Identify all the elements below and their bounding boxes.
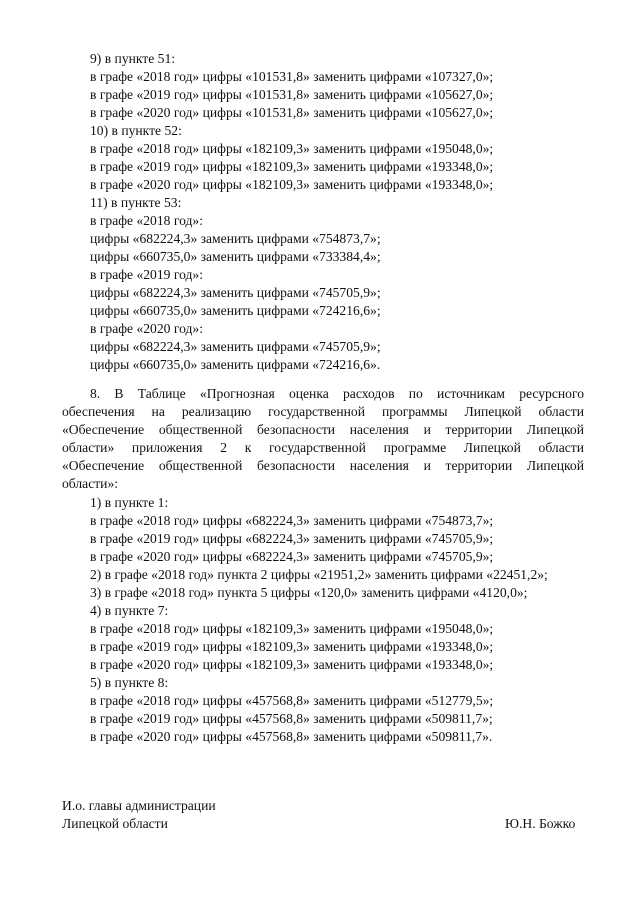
- paragraph-line: области»:: [62, 476, 119, 491]
- list-item: в графе «2020 год» цифры «101531,8» заменить цифрами «105627,0»;: [90, 105, 494, 120]
- list-item: в графе «2019 год» цифры «682224,3» заменить цифрами «745705,9»;: [90, 531, 494, 546]
- list-item: цифры «682224,3» заменить цифрами «754873,7»;: [90, 231, 381, 246]
- list-item: в графе «2018 год» цифры «182109,3» заменить цифрами «195048,0»;: [90, 621, 494, 636]
- paragraph-line: обеспечения на реализацию государственной программы Липецкой области: [62, 404, 584, 419]
- list-item: в графе «2019 год» цифры «182109,3» заменить цифрами «193348,0»;: [90, 639, 494, 654]
- list-item: 10) в пункте 52:: [90, 123, 182, 138]
- list-item: в графе «2019 год» цифры «457568,8» заменить цифрами «509811,7»;: [90, 711, 493, 726]
- paragraph-line: «Обеспечение общественной безопасности населения и территории Липецкой: [62, 458, 584, 473]
- list-item: в графе «2019 год» цифры «182109,3» заменить цифрами «193348,0»;: [90, 159, 494, 174]
- list-item: в графе «2020 год»:: [90, 321, 203, 336]
- list-item: 3) в графе «2018 год» пункта 5 цифры «120,0» заменить цифрами «4120,0»;: [90, 585, 528, 600]
- list-item: в графе «2018 год» цифры «182109,3» заменить цифрами «195048,0»;: [90, 141, 494, 156]
- list-item: 5) в пункте 8:: [90, 675, 169, 690]
- list-item: цифры «660735,0» заменить цифрами «733384,4»;: [90, 249, 381, 264]
- list-item: в графе «2020 год» цифры «682224,3» заменить цифрами «745705,9»;: [90, 549, 494, 564]
- list-item: в графе «2020 год» цифры «182109,3» заменить цифрами «193348,0»;: [90, 657, 494, 672]
- list-item: в графе «2018 год» цифры «457568,8» заменить цифрами «512779,5»;: [90, 693, 494, 708]
- list-item: 1) в пункте 1:: [90, 495, 169, 510]
- list-item: 11) в пункте 53:: [90, 195, 182, 210]
- paragraph-line: «Обеспечение общественной безопасности населения и территории Липецкой: [62, 422, 584, 437]
- list-item: в графе «2020 год» цифры «457568,8» заменить цифрами «509811,7».: [90, 729, 493, 744]
- list-item: цифры «660735,0» заменить цифрами «724216,6»;: [90, 303, 381, 318]
- list-item: цифры «682224,3» заменить цифрами «745705,9»;: [90, 285, 381, 300]
- signatory-title: И.о. главы администрации: [62, 798, 216, 813]
- paragraph-line: 8. В Таблице «Прогнозная оценка расходов по источникам ресурсного: [90, 386, 584, 401]
- list-item: 2) в графе «2018 год» пункта 2 цифры «21951,2» заменить цифрами «22451,2»;: [90, 567, 548, 582]
- list-item: 4) в пункте 7:: [90, 603, 169, 618]
- list-item: цифры «660735,0» заменить цифрами «724216,6».: [90, 357, 381, 372]
- paragraph-line: области» приложения 2 к государственной программе Липецкой области: [62, 440, 584, 455]
- list-item: в графе «2018 год» цифры «101531,8» заменить цифрами «107327,0»;: [90, 69, 494, 84]
- signatory-region: Липецкой области: [62, 816, 168, 831]
- list-item: 9) в пункте 51:: [90, 51, 176, 66]
- list-item: в графе «2018 год» цифры «682224,3» заменить цифрами «754873,7»;: [90, 513, 494, 528]
- list-item: в графе «2019 год»:: [90, 267, 203, 282]
- list-item: в графе «2020 год» цифры «182109,3» заменить цифрами «193348,0»;: [90, 177, 494, 192]
- list-item: в графе «2018 год»:: [90, 213, 203, 228]
- list-item: в графе «2019 год» цифры «101531,8» заменить цифрами «105627,0»;: [90, 87, 494, 102]
- signatory-name: Ю.Н. Божко: [505, 816, 576, 831]
- list-item: цифры «682224,3» заменить цифрами «745705,9»;: [90, 339, 381, 354]
